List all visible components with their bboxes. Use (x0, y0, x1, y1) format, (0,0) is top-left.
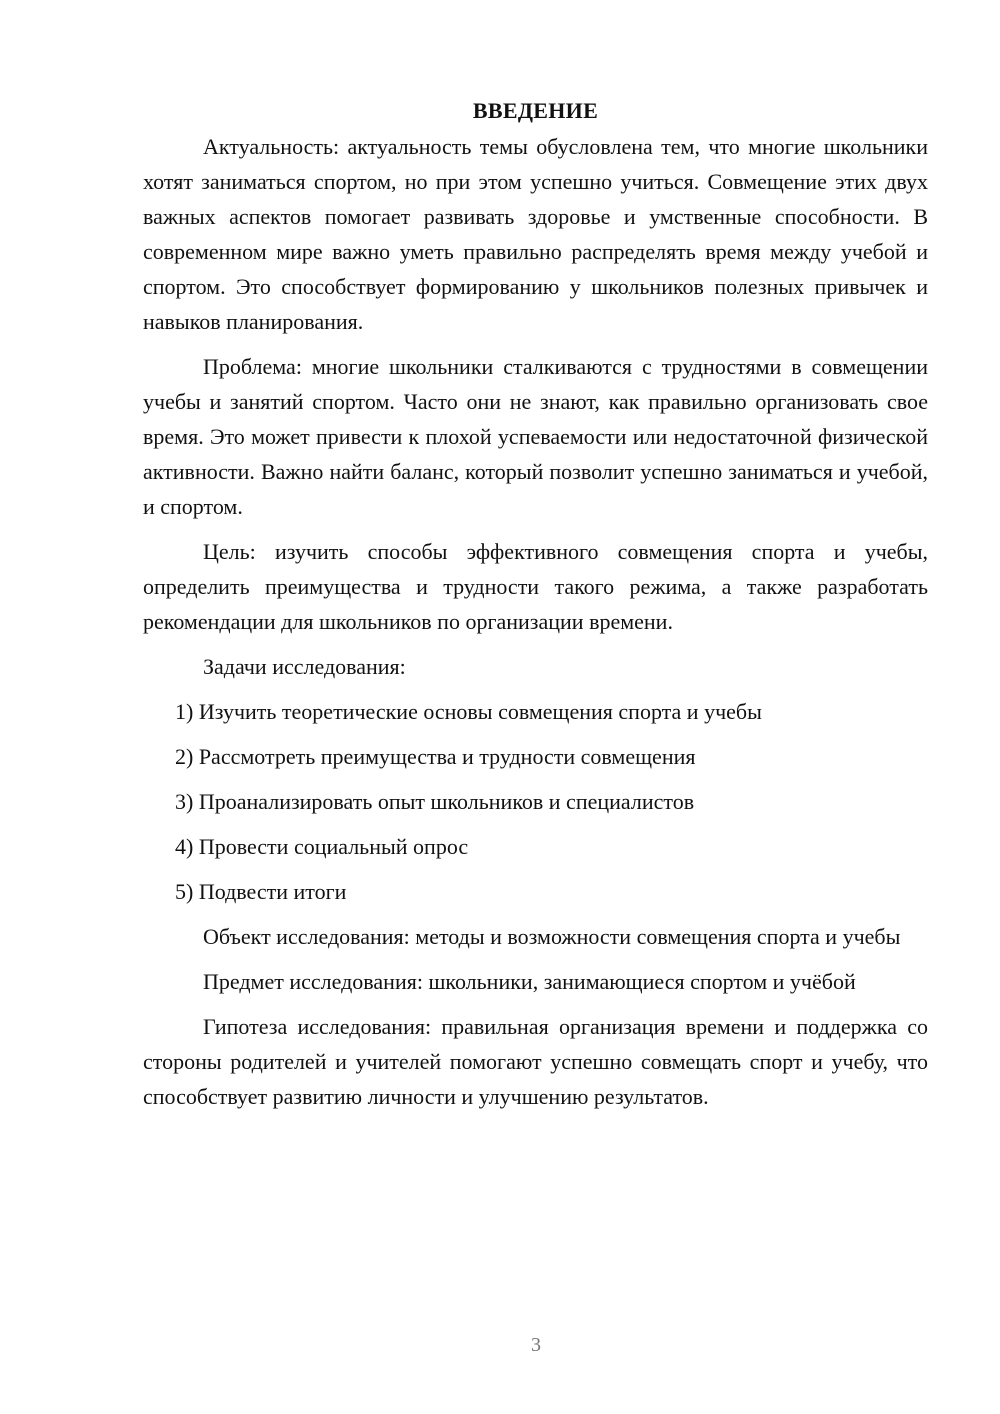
goal-paragraph: Цель: изучить способы эффективного совмещения спорта и учебы, определить преимущества и трудности такого режима, а также разработать рекомендации для школьников по организации времени. (143, 539, 928, 634)
document-page (143, 96, 928, 1124)
hypothesis-paragraph: Гипотеза исследования: правильная организация времени и поддержка со стороны родителей и учителей помогают успешно совмещать спорт и учебу, что способствует развитию личности и улучшению результатов. (143, 1014, 928, 1109)
task-item: 4) Провести социальный опрос (175, 834, 469, 859)
page-number: 3 (531, 1334, 541, 1356)
tasks-list (143, 694, 928, 909)
object-paragraph: Объект исследования: методы и возможности совмещения спорта и учебы (203, 924, 901, 949)
task-item: 1) Изучить теоретические основы совмещения спорта и учебы (175, 699, 762, 724)
task-item: 5) Подвести итоги (175, 879, 347, 904)
section-title: ВВЕДЕНИЕ (472, 98, 599, 123)
subject-paragraph: Предмет исследования: школьники, занимающиеся спортом и учёбой (203, 969, 856, 994)
task-item: 3) Проанализировать опыт школьников и специалистов (175, 789, 695, 814)
problem-paragraph: Проблема: многие школьники сталкиваются с трудностями в совмещении учебы и занятий спортом. Часто они не знают, как правильно организовать свое время. Это может привести к плохой успеваемости или недостаточной физической активности. Важно найти баланс, который позволит успешно заниматься и учебой, и спортом. (143, 354, 928, 519)
relevance-paragraph: Актуальность: актуальность темы обусловлена тем, что многие школьники хотят заниматься спортом, но при этом успешно учиться. Совмещение этих двух важных аспектов помогает развивать здоровье и умственные способности. В современном мире важно уметь правильно распределять время между учебой и спортом. Это способствует формированию у школьников полезных привычек и навыков планирования. (143, 134, 928, 334)
task-item: 2) Рассмотреть преимущества и трудности совмещения (175, 744, 696, 769)
tasks-heading: Задачи исследования: (203, 654, 406, 679)
